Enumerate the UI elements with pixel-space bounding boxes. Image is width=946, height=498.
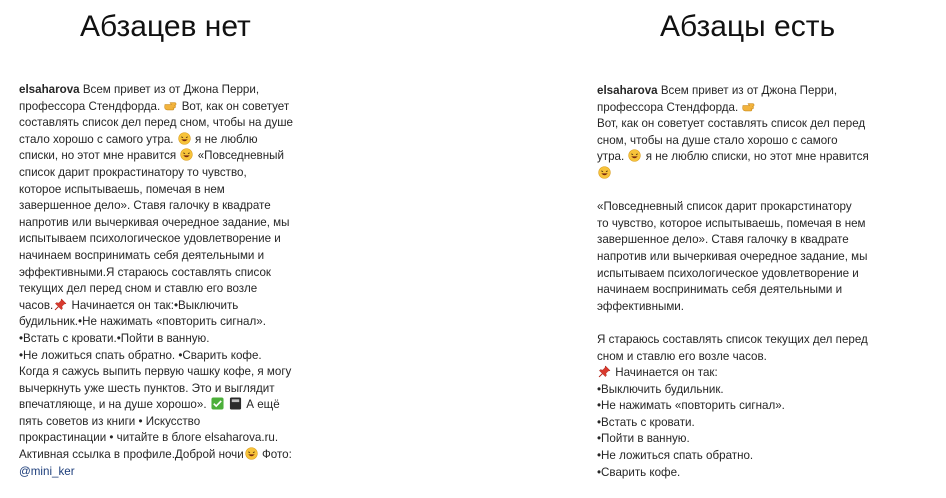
pointing-hand-icon (742, 100, 755, 113)
pointing-hand-icon (164, 99, 177, 112)
caption-line: профессора Стендфорда. (597, 100, 927, 117)
caption-line: прокрастинации • читайте в блоге elsaharova.ru. (19, 431, 279, 445)
caption-line: завершенное дело». Ставя галочку в квадрате (19, 199, 271, 213)
caption-line: •Встать с кровати. (597, 415, 695, 429)
grinning-face-icon (178, 132, 191, 145)
caption-line: утра. я не люблю списки, но этот мне нравится (597, 150, 869, 164)
caption-line: профессора Стендфорда. Вот, как он советует (19, 99, 290, 113)
caption-line: •Не ложиться спать обратно. (597, 449, 754, 463)
caption-line: эффективными. (597, 299, 684, 313)
caption-line: сном и ставлю его возле часов. (597, 349, 767, 363)
heading-no-paragraphs: Абзацев нет (80, 10, 251, 43)
caption-line: •Выключить будильник. (597, 382, 724, 396)
caption-line: списки, но этот мне нравится «Повседневный (19, 149, 284, 163)
caption-line: •Не ложиться спать обратно. •Сварить кофе. (19, 348, 262, 362)
caption-line: пять советов из книги • Искусство (19, 414, 201, 428)
grinning-face-icon (598, 166, 611, 179)
caption-line: которое испытываешь, помечая в нем (19, 182, 225, 196)
mention-link[interactable]: @mini_ker (19, 464, 75, 478)
caption-line: завершенное дело». Ставя галочку в квадрате (597, 233, 849, 247)
caption-line: Я стараюсь составлять список текущих дел перед (597, 332, 868, 346)
caption-line: •Встать с кровати.•Пойти в ванную. (19, 331, 210, 345)
caption-line: эффективными.Я стараюсь составлять список (19, 265, 271, 279)
caption-line: начинаем воспринимать себя деятельными и (19, 248, 265, 262)
caption-line: список дарит прокрастинатору то чувство, (19, 165, 247, 179)
caption-line: Активная ссылка в профиле.Доброй ночи Фото: (19, 448, 292, 462)
caption-line: напротив или вычеркивая очередное задание, мы (597, 249, 868, 263)
caption-line: elsaharova Всем привет из от Джона Перри, (19, 83, 260, 96)
caption-line: стало хорошо с самого утра. я не люблю (19, 132, 258, 146)
caption-line: начинаем воспринимать себя деятельными и (597, 283, 843, 297)
caption-line: то чувство, которое испытываешь, помечая в нем (597, 216, 866, 230)
caption-line: будильник.•Не нажимать «повторить сигнал». (19, 315, 266, 329)
book-icon (229, 397, 242, 410)
pushpin-icon (54, 298, 67, 311)
username[interactable]: elsaharova (19, 83, 80, 96)
caption-no-paragraphs (19, 82, 349, 480)
caption-line: «Повседневный список дарит прокарстинатору (597, 200, 852, 214)
caption-line: вычеркнуть уже шесть пунктов. Это и выглядит (19, 381, 275, 395)
caption-line: сном, чтобы на душе стало хорошо с самого (597, 133, 838, 147)
caption-line: Когда я сажусь выпить первую чашку кофе, я могу (19, 365, 292, 379)
pushpin-icon (598, 365, 611, 378)
grinning-face-icon (628, 149, 641, 162)
caption-line: часов. Начинается он так:•Выключить (19, 298, 239, 312)
caption-line: elsaharova Всем привет из от Джона Перри, (597, 84, 838, 97)
heading-with-paragraphs: Абзацы есть (660, 10, 836, 43)
caption-line: •Не нажимать «повторить сигнал». (597, 399, 785, 413)
caption-line: •Пойти в ванную. (597, 432, 690, 446)
caption-line: Вот, как он советует составлять список дел перед (597, 117, 866, 131)
caption-line: Начинается он так: (597, 365, 927, 382)
caption-line: испытываем психологическое удовлетворение и (597, 266, 859, 280)
caption-line: составлять список дел перед сном, чтобы на душе (19, 116, 293, 130)
check-mark-icon (211, 397, 224, 410)
grinning-face-icon (245, 447, 258, 460)
username[interactable]: elsaharova (597, 84, 658, 97)
caption-line: испытываем психологическое удовлетворение и (19, 232, 281, 246)
caption-with-paragraphs (597, 83, 927, 481)
grinning-face-icon (180, 148, 193, 161)
caption-line (597, 166, 927, 183)
caption-line: впечатляюще, и на душе хорошо». А ещё (19, 398, 280, 412)
caption-line: текущих дел перед сном и ставлю его возле (19, 282, 258, 296)
caption-line: •Сварить кофе. (597, 465, 681, 479)
caption-line: напротив или вычеркивая очередное задание, мы (19, 215, 290, 229)
